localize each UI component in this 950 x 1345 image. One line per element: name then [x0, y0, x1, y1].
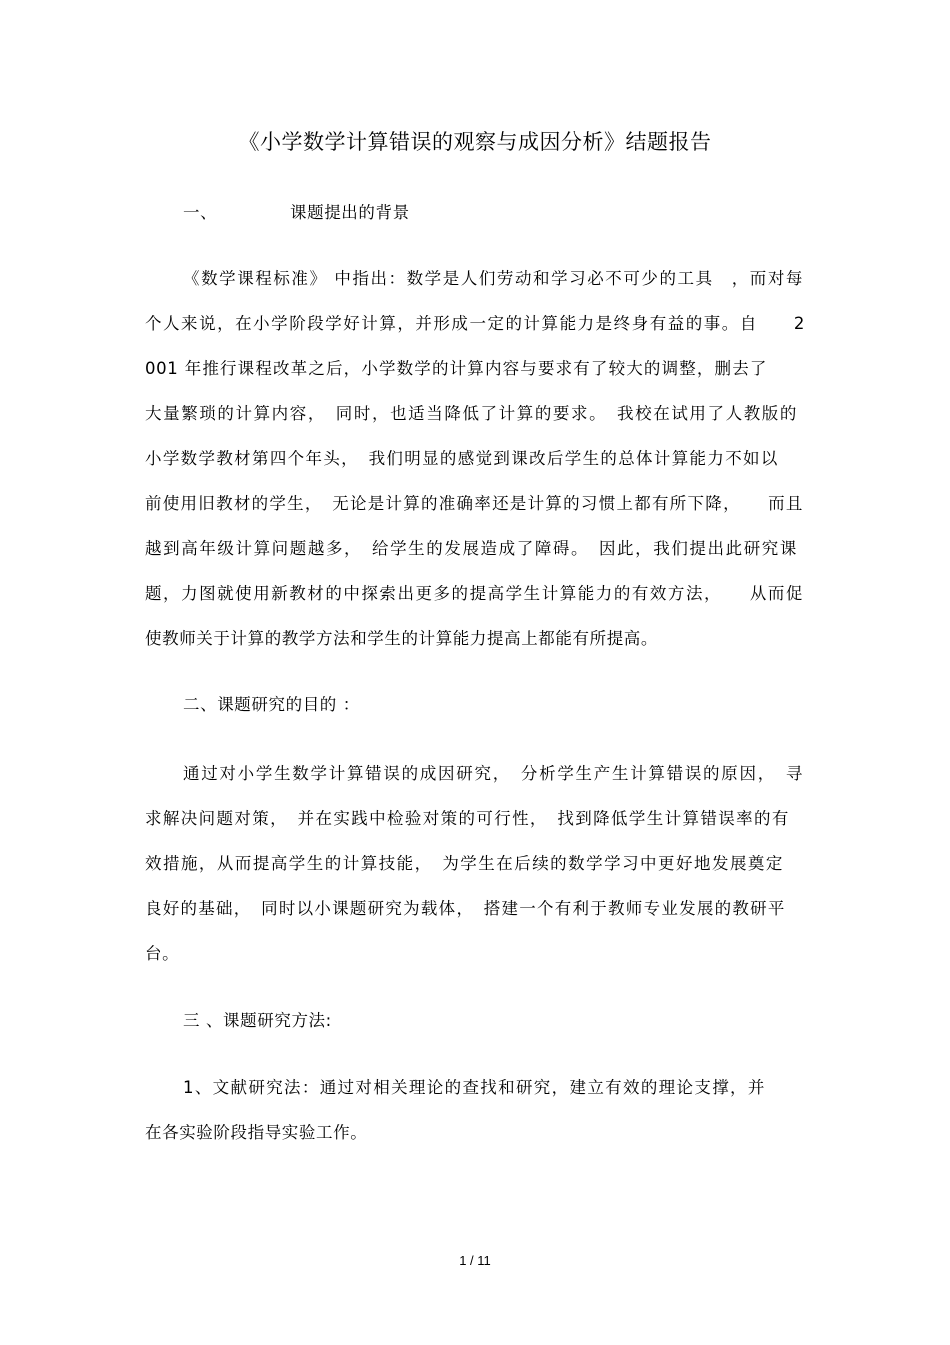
paragraph-line: 1、文献研究法：通过对相关理论的查找和研究，建立有效的理论支撑，并 [183, 1078, 765, 1097]
section-1-number: 一、 [183, 203, 218, 222]
paragraph-line: 通过对小学生数学计算错误的成因研究， 分析学生产生计算错误的原因， 寻 [183, 764, 803, 783]
paragraph-line: 效措施，从而提高学生的计算技能， 为学生在后续的数学学习中更好地发展奠定 [145, 854, 783, 873]
section-2-heading: 二、课题研究的目的 ： [183, 695, 360, 714]
paragraph-line: 良好的基础， 同时以小课题研究为载体， 搭建一个有利于教师专业发展的教研平 [145, 899, 785, 918]
document-title: 《小学数学计算错误的观察与成因分析》结题报告 [238, 130, 712, 154]
paragraph-line: 使教师关于计算的教学方法和学生的计算能力提高上都能有所提高。 [145, 629, 658, 648]
paragraph-line: 在各实验阶段指导实验工作。 [145, 1123, 368, 1142]
paragraph-line: 大量繁琐的计算内容， 同时，也适当降低了计算的要求。 我校在试用了人教版的 [145, 404, 797, 423]
paragraph-line: 越到高年级计算问题越多， 给学生的发展造成了障碍。 因此，我们提出此研究课 [145, 539, 797, 558]
paragraph-line: 台。 [145, 944, 180, 963]
section-1-heading: 课题提出的背景 [290, 203, 410, 222]
paragraph-line: 前使用旧教材的学生， 无论是计算的准确率还是计算的习惯上都有所下降， 而且 [145, 494, 803, 513]
paragraph-line: 求解决问题对策， 并在实践中检验对策的可行性， 找到降低学生计算错误率的有 [145, 809, 789, 828]
section-3-heading: 三 、课题研究方法: [183, 1011, 332, 1030]
paragraph-line: 题，力图就使用新教材的中探索出更多的提高学生计算能力的有效方法， 从而促 [145, 584, 803, 603]
paragraph-line: 小学数学教材第四个年头， 我们明显的感觉到课改后学生的总体计算能力不如以 [145, 449, 778, 468]
paragraph-line: 《数学课程标准》 中指出：数学是人们劳动和学习必不可少的工具 ，而对每 [183, 269, 803, 288]
page-number: 1 / 11 [459, 1253, 491, 1268]
paragraph-line: 个人来说，在小学阶段学好计算，并形成一定的计算能力是终身有益的事。自 2 [145, 314, 805, 333]
paragraph-line: 001 年推行课程改革之后，小学数学的计算内容与要求有了较大的调整，删去了 [145, 359, 767, 378]
